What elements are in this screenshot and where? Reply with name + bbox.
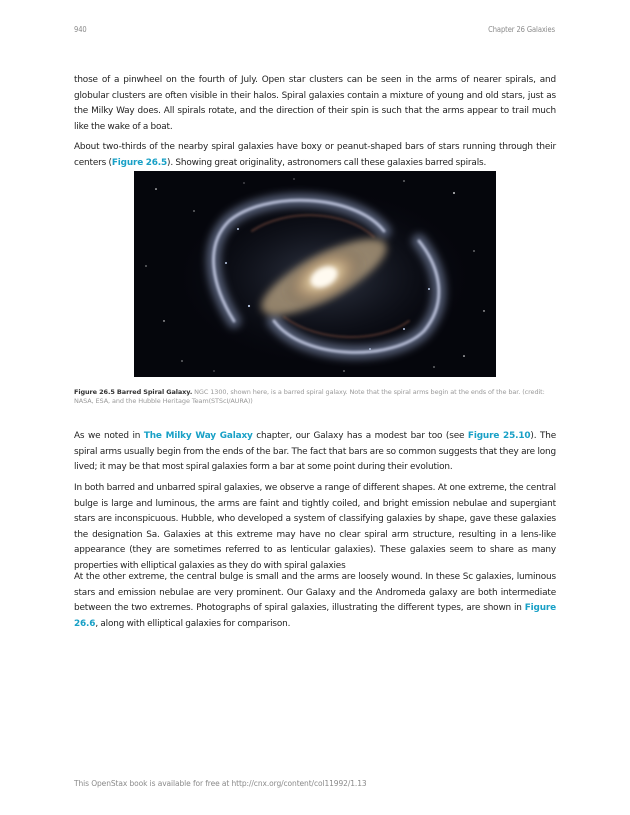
barred-spiral-galaxy-photo [134,171,496,377]
chapter-title: Chapter 26 Galaxies [488,25,555,34]
galaxy-image [134,171,496,377]
milky-way-chapter-link[interactable]: The Milky Way Galaxy [143,431,253,441]
figure-caption [74,388,556,406]
paragraph-milky-way-bar [74,429,556,476]
paragraph-barred-spirals [74,140,556,171]
p5-text-a: At the other extreme, the central bulge is small and the arms are loosely wound. In these Sc galaxies, luminous stars and emission nebulae are very prominent. Our Galaxy and the Andromeda galaxy are both intermediate between the two extremes. Photographs of spiral galaxies, illustrating the different types, are shown in [74,572,556,614]
p3-text-c: ). The spiral arms usually begin from the ends of the bar. The fact that bars are so common suggests that they are long lived; it may be that most spiral galaxies form a bar at some point during their evolution. [74,431,557,473]
figure-26-6-link[interactable]: Figure 26.6 [74,603,556,629]
footer-note: This OpenStax book is available for free at http://cnx.org/content/col11992/1.13 [74,779,367,788]
paragraph-sc-galaxies [74,570,556,632]
p2-text-a: About two-thirds of the nearby spiral galaxies have boxy or peanut-shaped bars of stars running through their centers ( [74,142,556,168]
p3-text-a: As we noted in [74,431,144,441]
figure-label: Figure 26.5 Barred Spiral Galaxy. [74,388,193,396]
paragraph-galaxy-shapes: In both barred and unbarred spiral galaxies, we observe a range of different shapes. At one extreme, the central bulge is large and luminous, the arms are faint and tightly coiled, and bright emission nebulae and supergiant stars are inconspicuous. Hubble, who developed a system of classifying galaxies by shape, gave these galaxies the designation Sa. Galaxies at this extreme may have no clear spiral arm structure, resulting in a lens-like appearance (they are sometimes referred to as lenticular galaxies). These galaxies seem to share as many properties with elliptical galaxies as they do with spiral galaxies [74,483,556,571]
figure-26-5-link[interactable]: Figure 26.5 [111,157,168,168]
p5-text-b: , along with elliptical galaxies for comparison. [95,618,291,629]
page-number: 940 [74,25,87,34]
figure-caption-text: NGC 1300, shown here, is a barred spiral galaxy. Note that the spiral arms begin at the ends of the bar. (credit: NASA, ESA, and the Hubble Heritage Team(STScI/AURA)) [74,388,545,405]
figure-25-10-link[interactable]: Figure 25.10 [467,431,531,441]
p3-text-b: chapter, our Galaxy has a modest bar too (see [252,431,468,441]
paragraph-spiral-arms: those of a pinwheel on the fourth of July. Open star clusters can be seen in the arms of nearer spirals, and globular clusters are often visible in their halos. Spiral galaxies contain a mixture of young and old stars, just as the Milky Way does. All spirals rotate, and the direction of their spin is such that the arms appear to trail much like the wake of a boat. [74,75,556,132]
p2-text-b: ). Showing great originality, astronomers call these galaxies barred spirals. [167,157,487,168]
